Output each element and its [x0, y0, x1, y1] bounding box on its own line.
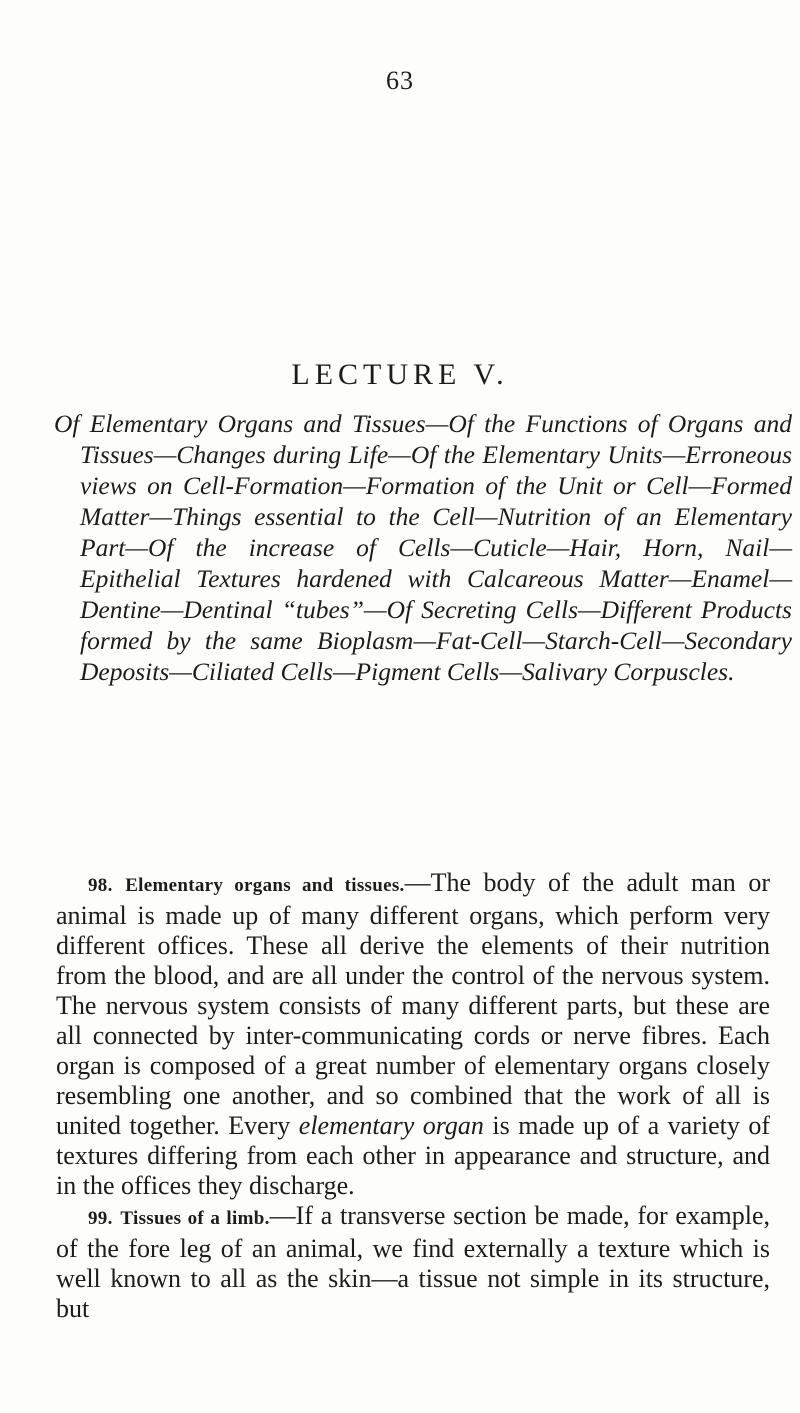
paragraph-emphasis: elementary organ: [298, 1111, 484, 1140]
paragraph-number: 99.: [88, 1208, 113, 1229]
paragraph-heading: Elementary organs and tissues.: [125, 875, 405, 896]
lecture-summary: Of Elementary Organs and Tissues—Of the Functions of Organs and Tissues—Changes during Life—Of the Elementary Units—Erroneous views on Cell-Formation—Formation of the Unit or Cell—Formed Matter—Things essential to the Cell—Nutrition of an Elementary Part—Of the increase of Cells—Cuticle—Hair, Horn, Nail—Epithelial Textures hardened with Calcareous Matter—Enamel—Dentine—Dentinal “tubes”—Of Secreting Cells—Different Products formed by the same Bioplasm—Fat-Cell—Starch-Cell—Secondary Deposits—Ciliated Cells—Pigment Cells—Salivary Corpuscles.: [54, 409, 792, 686]
page-number: 63: [386, 66, 414, 95]
body-text: [56, 868, 770, 1324]
paragraph-text: —The body of the adult man or animal is made up of many different organs, which perform very different offices. These all derive the elements of their nutrition from the blood, and are all under the control of the nervous system. The nervous system consists of many different parts, but these are all connected by inter-communicating cords or nerve fibres. Each organ is composed of a great number of elementary organs closely resembling one another, and so combined that the work of all is united together. Every: [56, 868, 770, 1140]
paragraph-text: is made up of a variety of textures differing from each other in appearance and structure, and in the offices they discharge.: [56, 1111, 770, 1200]
lecture-title: LECTURE V.: [291, 358, 509, 391]
paragraph-98: [56, 868, 770, 1201]
paragraph-number: 98.: [88, 875, 113, 896]
paragraph-heading: Tissues of a limb.: [120, 1208, 270, 1229]
paragraph-text: —If a transverse section be made, for example, of the fore leg of an animal, we find externally a texture which is well known to all as the skin—a tissue not simple in its structure, but: [56, 1201, 770, 1323]
paragraph-99: [56, 1201, 770, 1324]
